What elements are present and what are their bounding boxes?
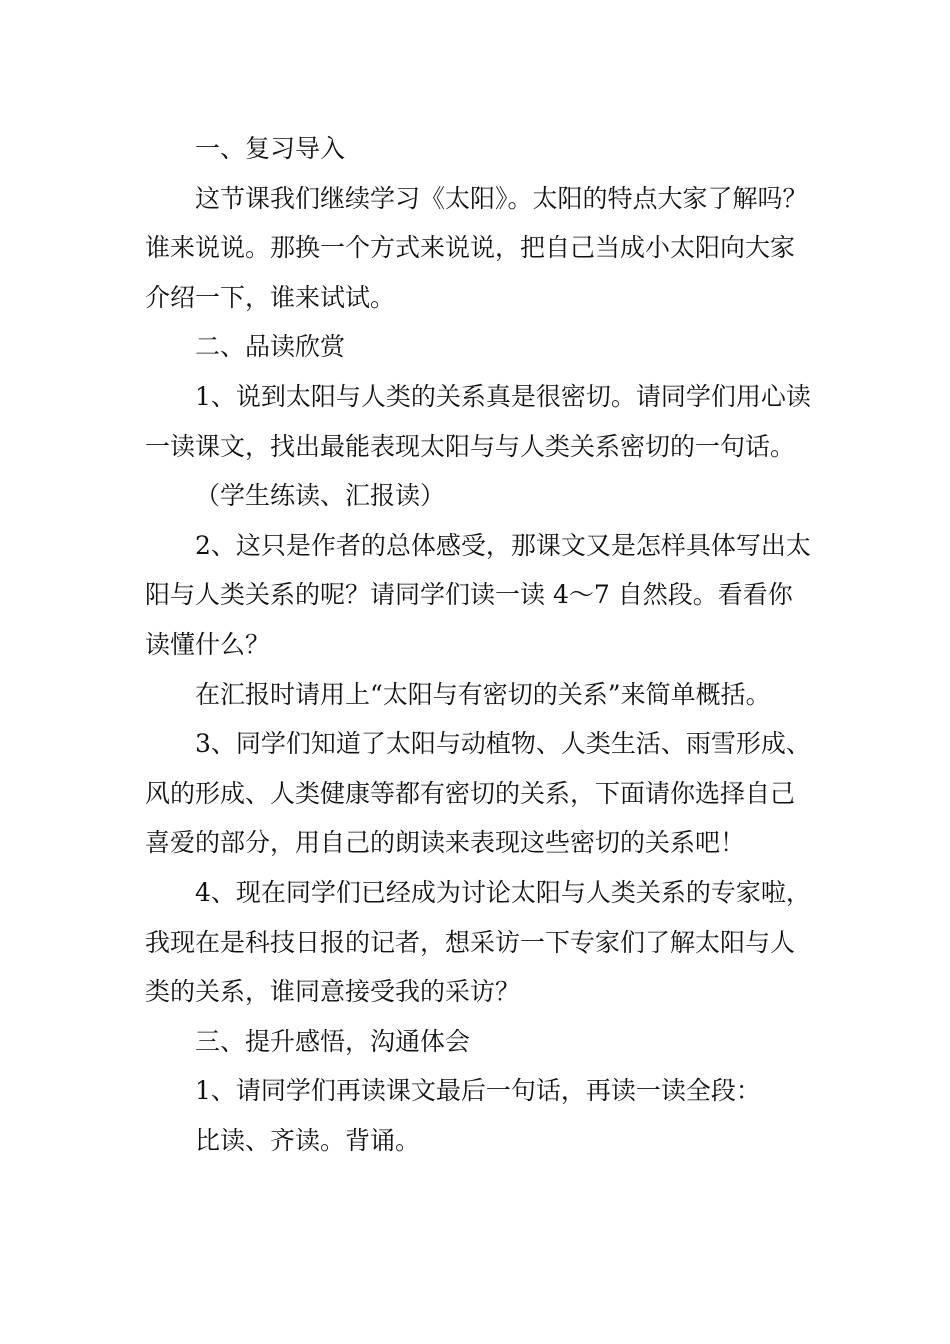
paragraph-item-2: 2、这只是作者的总体感受，那课文又是怎样具体写出太阳与人类关系的呢？请同学们读一读 4～7 自然段。看看你读懂什么？ <box>145 530 811 659</box>
section-heading-review: 一、复习导入 <box>195 134 346 163</box>
document-body <box>145 124 815 1165</box>
paragraph-recite: 比读、齐读。背诵。 <box>195 1125 421 1155</box>
paragraph-item-3: 3、同学们知道了太阳与动植物、人类生活、雨雪形成、风的形成、人类健康等都有密切的关系，下面请你选择自己喜爱的部分，用自己的朗读来表现这些密切的关系吧！ <box>145 729 811 858</box>
section-heading-insight: 三、提升感悟，沟通体会 <box>195 1026 471 1056</box>
paragraph-student-reading: （学生练读、汇报读） <box>195 481 446 511</box>
section-heading-reading: 二、品读欣赏 <box>195 332 346 362</box>
paragraph-item-4: 4、现在同学们已经成为讨论太阳与人类关系的专家啦，我现在是科技日报的记者，想采访一下专家们了解太阳与人类的关系，谁同意接受我的采访？ <box>145 877 811 1007</box>
paragraph-item-1: 1、说到太阳与人类的关系真是很密切。请同学们用心读一读课文，找出最能表现太阳与与人类关系密切的一句话。 <box>145 381 811 461</box>
paragraph-report-hint: 在汇报时请用上“太阳与有密切的关系”来简单概括。 <box>195 679 771 709</box>
paragraph-intro: 这节课我们继续学习《太阳》。太阳的特点大家了解吗？谁来说说。那换一个方式来说说，把自己当成小太阳向大家介绍一下，谁来试试。 <box>145 183 808 312</box>
paragraph-reread: 1、请同学们再读课文最后一句话，再读一读全段： <box>195 1076 761 1106</box>
